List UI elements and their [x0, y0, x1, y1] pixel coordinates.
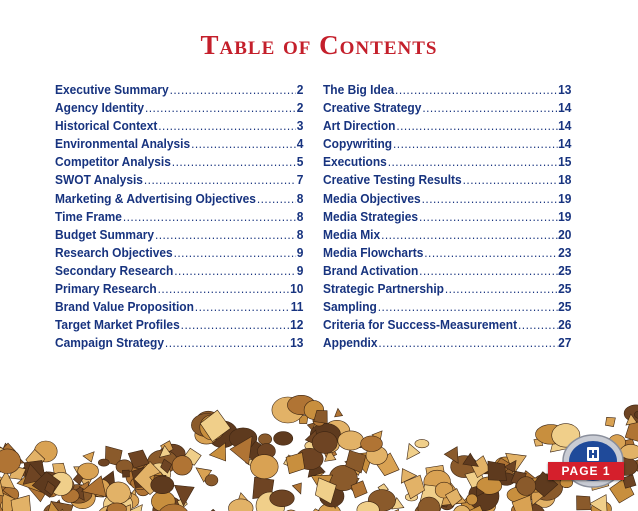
page-title: Table of Contents — [200, 30, 438, 60]
toc-entry-page-number: 23 — [558, 244, 572, 260]
toc-entry-page-number: 4 — [296, 136, 304, 152]
toc-entry-label: Art Direction — [323, 118, 396, 134]
kibble-piece — [415, 439, 429, 447]
kibble-piece — [172, 456, 192, 475]
toc-entry-label: Creative Testing Results — [323, 172, 462, 188]
toc-entry[interactable] — [323, 82, 571, 100]
toc-entry-label: Strategic Partnership — [323, 281, 444, 297]
toc-entry[interactable] — [323, 263, 571, 281]
kibble-piece — [98, 459, 109, 466]
toc-entry[interactable] — [323, 118, 571, 136]
toc-entry-label: Environmental Analysis — [55, 136, 191, 152]
dot-leader — [378, 335, 557, 350]
toc-entry-label: Criteria for Success-Measurement — [323, 317, 518, 333]
toc-entry-page-number: 25 — [558, 299, 572, 315]
toc-entry-page-number: 13 — [558, 82, 572, 97]
toc-entry-label: Creative Strategy — [323, 100, 422, 116]
kibble-piece — [250, 455, 278, 479]
toc-entry[interactable] — [323, 317, 571, 335]
dot-leader — [378, 299, 557, 314]
toc-entry[interactable] — [55, 263, 303, 281]
toc-entry[interactable] — [55, 281, 303, 299]
kibble-piece — [205, 475, 218, 486]
toc-entry[interactable] — [55, 209, 303, 227]
toc-entry-page-number: 13 — [290, 335, 304, 351]
dot-leader — [144, 172, 296, 187]
dot-leader — [123, 209, 296, 224]
dot-leader — [145, 100, 296, 115]
toc-entry-label: Appendix — [323, 335, 378, 351]
toc-entry[interactable] — [55, 172, 303, 190]
toc-entry-page-number: 2 — [296, 82, 304, 97]
toc-entry-label: Secondary Research — [55, 262, 174, 278]
kibble-piece — [517, 477, 536, 496]
toc-entry-page-number: 19 — [558, 208, 572, 224]
dot-leader — [174, 245, 296, 260]
toc-entry-label: Competitor Analysis — [55, 154, 171, 170]
kibble-piece — [488, 461, 507, 481]
toc-entry-label: Brand Value Proposition — [55, 299, 194, 315]
toc-entry-label: Brand Activation — [323, 262, 419, 278]
toc-entry-label: Copywriting — [323, 136, 393, 152]
kibble-piece — [259, 434, 272, 445]
toc-entry-label: Agency Identity — [55, 100, 145, 116]
toc-entry-page-number: 14 — [558, 100, 572, 116]
toc-entry-label: Historical Context — [55, 118, 158, 134]
dot-leader — [393, 136, 557, 151]
toc-entry[interactable] — [323, 209, 571, 227]
toc-entry-page-number: 10 — [290, 281, 304, 297]
toc-entry[interactable] — [55, 82, 303, 100]
page-number-badge: PAGE 1 — [548, 462, 624, 480]
toc-entry[interactable] — [323, 281, 571, 299]
toc-entry-page-number: 18 — [558, 172, 572, 188]
kibble-piece — [605, 417, 615, 426]
toc-entry-page-number: 12 — [290, 317, 304, 333]
toc-entry[interactable] — [323, 154, 571, 172]
dot-leader — [445, 281, 557, 296]
toc-entry[interactable] — [323, 191, 571, 209]
toc-entry-page-number: 14 — [558, 136, 572, 152]
toc-entry[interactable] — [323, 172, 571, 190]
dot-leader — [419, 263, 557, 278]
dot-leader — [170, 82, 296, 97]
toc-entry-page-number: 8 — [296, 190, 304, 206]
toc-entry-label: Budget Summary — [55, 226, 155, 242]
toc-left-column — [55, 82, 303, 353]
kibble-piece — [577, 496, 591, 510]
kibble-piece — [467, 494, 478, 505]
dot-leader — [158, 118, 296, 133]
toc-entry[interactable] — [323, 299, 571, 317]
dot-leader — [396, 118, 557, 133]
toc-entry[interactable] — [323, 245, 571, 263]
toc-entry[interactable] — [323, 136, 571, 154]
toc-entry-page-number: 5 — [296, 154, 304, 170]
kibble-piece — [122, 470, 129, 477]
toc-entry-label: SWOT Analysis — [55, 172, 143, 188]
kibble-piece — [151, 476, 174, 494]
toc-entry-label: Executive Summary — [55, 82, 169, 97]
dot-leader — [395, 82, 557, 97]
toc-entry-label: Media Mix — [323, 226, 381, 242]
toc-entry-label: Time Frame — [55, 208, 122, 224]
toc-entry[interactable] — [55, 136, 303, 154]
toc-entry-label: Sampling — [323, 299, 377, 315]
toc-entry-page-number: 9 — [296, 244, 304, 260]
toc-entry[interactable] — [55, 100, 303, 118]
toc-entry-label: Media Objectives — [323, 190, 421, 206]
dot-leader — [424, 245, 557, 260]
dot-leader — [388, 154, 557, 169]
toc-entry-label: Target Market Profiles — [55, 317, 180, 333]
dot-leader — [419, 209, 557, 224]
dot-leader — [155, 227, 296, 242]
dot-leader — [422, 100, 557, 115]
toc-entry-page-number: 11 — [290, 299, 304, 315]
toc-entry-page-number: 19 — [558, 190, 572, 206]
pet-food-kibble-image — [0, 395, 638, 511]
toc-entry[interactable] — [323, 227, 571, 245]
toc-entry-page-number: 3 — [296, 118, 304, 134]
toc-entry-page-number: 26 — [558, 317, 572, 333]
toc-entry-page-number: 8 — [296, 208, 304, 224]
toc-entry-page-number: 27 — [558, 335, 572, 351]
toc-entry[interactable] — [55, 299, 303, 317]
kibble-piece — [270, 490, 295, 507]
dot-leader — [463, 172, 558, 187]
dot-leader — [191, 136, 296, 151]
toc-entry-page-number: 25 — [558, 262, 572, 278]
toc-entry[interactable] — [55, 191, 303, 209]
toc-entry-label: Marketing & Advertising Objectives — [55, 190, 256, 206]
toc-entry-page-number: 20 — [558, 226, 572, 242]
kibble-piece — [274, 432, 293, 446]
toc-entry-label: Executions — [323, 154, 387, 170]
toc-entry[interactable] — [55, 118, 303, 136]
dot-leader — [174, 263, 296, 278]
dot-leader — [181, 317, 290, 332]
toc-entry[interactable] — [55, 227, 303, 245]
dot-leader — [172, 154, 296, 169]
toc-entry[interactable] — [55, 335, 303, 353]
kibble-piece — [106, 482, 130, 504]
toc-entry[interactable] — [55, 317, 303, 335]
toc-entry[interactable] — [55, 154, 303, 172]
toc-entry-page-number: 7 — [296, 172, 304, 188]
dot-leader — [518, 317, 557, 332]
dot-leader — [257, 191, 296, 206]
dot-leader — [158, 281, 290, 296]
dot-leader — [381, 227, 557, 242]
toc-entry-page-number: 25 — [558, 281, 572, 297]
toc-right-column — [323, 82, 571, 353]
toc-entry-label: Campaign Strategy — [55, 335, 165, 351]
toc-entry-label: Media Flowcharts — [323, 244, 424, 260]
dot-leader — [422, 191, 558, 206]
toc-entry-label: Media Strategies — [323, 208, 419, 224]
dot-leader — [165, 335, 289, 350]
kibble-piece — [361, 436, 383, 452]
toc-entry[interactable] — [323, 100, 571, 118]
dot-leader — [195, 299, 290, 314]
toc-entry-page-number: 9 — [296, 262, 304, 278]
toc-entry-label: The Big Idea — [323, 82, 395, 97]
kibble-piece — [312, 432, 337, 454]
toc-entry[interactable] — [323, 335, 571, 353]
toc-entry-page-number: 15 — [558, 154, 572, 170]
toc-entry-page-number: 8 — [296, 226, 304, 242]
kibble-piece — [338, 431, 364, 450]
toc-entry-label: Primary Research — [55, 281, 157, 297]
toc-entry-page-number: 2 — [296, 100, 304, 116]
toc-entry[interactable] — [55, 245, 303, 263]
toc-entry-label: Research Objectives — [55, 244, 173, 260]
toc-entry-page-number: 14 — [558, 118, 572, 134]
